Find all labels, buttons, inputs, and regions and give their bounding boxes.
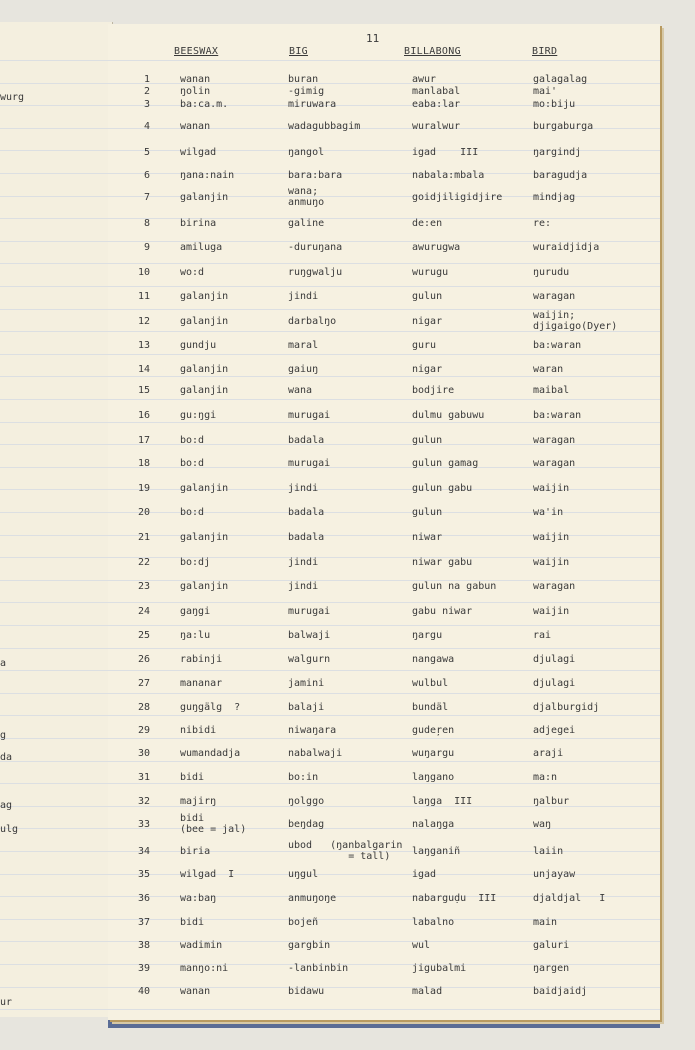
right-page	[108, 24, 660, 1020]
entry-number: 40	[137, 986, 150, 997]
entry-number: 25	[137, 630, 150, 641]
ruled-line	[0, 941, 112, 942]
billabong-cell: gulun na gabun	[412, 581, 497, 592]
ruled-line	[0, 783, 112, 784]
bird-cell: ŋalbur	[533, 796, 570, 807]
ruled-line	[0, 489, 112, 490]
ruled-line	[0, 964, 112, 965]
bird-cell: djulagi	[533, 678, 576, 689]
billabong-cell: de:en	[412, 218, 443, 229]
ruled-line	[108, 422, 660, 423]
billabong-cell: gulun	[412, 291, 443, 302]
beeswax-cell: mananar	[180, 678, 223, 689]
big-cell: ŋolggo	[288, 796, 325, 807]
billabong-cell: bundäl	[412, 702, 449, 713]
ruled-line	[0, 670, 112, 671]
big-cell: jindi	[288, 291, 319, 302]
bird-cell: mindjag	[533, 192, 576, 203]
big-cell: ruŋgwalju	[288, 267, 343, 278]
bird-cell: ŋargen	[533, 963, 570, 974]
bird-cell: ba:waran	[533, 410, 582, 421]
ruled-line	[108, 738, 660, 739]
header-billabong: BILLABONG	[404, 46, 461, 57]
beeswax-cell: wanan	[180, 986, 211, 997]
big-cell: badala	[288, 532, 325, 543]
billabong-cell: laŋgano	[412, 772, 455, 783]
left-page	[0, 22, 113, 1017]
beeswax-cell: amiluga	[180, 242, 223, 253]
big-cell: ubod (ŋanbalgarin = tall)	[288, 840, 403, 862]
entry-number: 31	[137, 772, 150, 783]
beeswax-cell: galanjin	[180, 483, 229, 494]
big-cell: galine	[288, 218, 325, 229]
entry-number: 11	[137, 291, 150, 302]
beeswax-cell: gaŋgi	[180, 606, 211, 617]
entry-number: 28	[137, 702, 150, 713]
beeswax-cell: wanan	[180, 121, 211, 132]
bird-cell: waijin	[533, 606, 570, 617]
big-cell: -duruŋana	[288, 242, 343, 253]
big-cell: wana; anmuŋo	[288, 186, 325, 208]
bird-cell: waijin	[533, 483, 570, 494]
ruled-line	[108, 670, 660, 671]
big-cell: murugai	[288, 458, 331, 469]
bird-cell: mo:biju	[533, 99, 576, 110]
entry-number: 26	[137, 654, 150, 665]
big-cell: bidawu	[288, 986, 325, 997]
left-page-text-fragment: ag	[0, 800, 13, 811]
ruled-line	[0, 715, 112, 716]
billabong-cell: laŋga III	[412, 796, 473, 807]
entry-number: 30	[137, 748, 150, 759]
beeswax-cell: bo:d	[180, 507, 205, 518]
big-cell: gaiuŋ	[288, 364, 319, 375]
bird-cell: djulagi	[533, 654, 576, 665]
beeswax-cell: bo:d	[180, 458, 205, 469]
bird-cell: baidjaidj	[533, 986, 588, 997]
big-cell: murugai	[288, 410, 331, 421]
bird-cell: waran	[533, 364, 564, 375]
billabong-cell: gulun gabu	[412, 483, 473, 494]
beeswax-cell: galanjin	[180, 581, 229, 592]
beeswax-cell: manŋo:ni	[180, 963, 229, 974]
entry-number: 27	[137, 678, 150, 689]
entry-number: 14	[137, 364, 150, 375]
big-cell: buran	[288, 74, 319, 85]
ruled-line	[108, 263, 660, 264]
bird-cell: ba:waran	[533, 340, 582, 351]
entry-number: 38	[137, 940, 150, 951]
billabong-cell: eaba:lar	[412, 99, 461, 110]
beeswax-cell: biria	[180, 846, 211, 857]
bird-cell: araji	[533, 748, 564, 759]
entry-number: 22	[137, 557, 150, 568]
beeswax-cell: galanjin	[180, 316, 229, 327]
ruled-line	[0, 83, 112, 84]
ruled-line	[0, 218, 112, 219]
entry-number: 12	[137, 316, 150, 327]
big-cell: nabalwaji	[288, 748, 343, 759]
ruled-line	[0, 987, 112, 988]
beeswax-cell: birina	[180, 218, 217, 229]
header-beeswax: BEESWAX	[174, 46, 219, 57]
ruled-line	[0, 806, 112, 807]
bird-cell: re:	[533, 218, 552, 229]
entry-number: 3	[143, 99, 150, 110]
entry-number: 8	[143, 218, 150, 229]
billabong-cell: awur	[412, 74, 437, 85]
ruled-line	[0, 535, 112, 536]
billabong-cell: niwar gabu	[412, 557, 473, 568]
beeswax-cell: wilgad I	[180, 869, 235, 880]
ruled-line	[0, 761, 112, 762]
entry-number: 36	[137, 893, 150, 904]
entry-number: 6	[143, 170, 150, 181]
beeswax-cell: wumandadja	[180, 748, 241, 759]
entry-number: 35	[137, 869, 150, 880]
beeswax-cell: bidi	[180, 917, 205, 928]
ruled-line	[0, 738, 112, 739]
entry-number: 39	[137, 963, 150, 974]
entry-number: 29	[137, 725, 150, 736]
bird-cell: wuraidjidja	[533, 242, 600, 253]
beeswax-cell: gu:ŋgi	[180, 410, 217, 421]
billabong-cell: nabarguḍu III	[412, 893, 497, 904]
entry-number: 33	[137, 819, 150, 830]
ruled-line	[0, 331, 112, 332]
ruled-line	[0, 422, 112, 423]
beeswax-cell: ŋa:lu	[180, 630, 211, 641]
billabong-cell: nalaŋga	[412, 819, 455, 830]
bird-cell: burgaburga	[533, 121, 594, 132]
beeswax-cell: gundju	[180, 340, 217, 351]
billabong-cell: ŋargu	[412, 630, 443, 641]
bird-cell: waragan	[533, 291, 576, 302]
beeswax-cell: ba:ca.m.	[180, 99, 229, 110]
big-cell: -gimig	[288, 86, 325, 97]
entry-number: 15	[137, 385, 150, 396]
ruled-line	[108, 625, 660, 626]
ruled-line	[0, 851, 112, 852]
ruled-line	[0, 354, 112, 355]
billabong-cell: goidjiligidjire	[412, 192, 503, 203]
ruled-line	[0, 286, 112, 287]
ruled-line	[0, 128, 112, 129]
big-cell: ŋangol	[288, 147, 325, 158]
billabong-cell: bodjire	[412, 385, 455, 396]
entry-number: 7	[143, 192, 150, 203]
big-cell: miruwara	[288, 99, 337, 110]
bird-cell: waragan	[533, 581, 576, 592]
billabong-cell: manlabal	[412, 86, 461, 97]
entry-number: 37	[137, 917, 150, 928]
billabong-cell: jigubalmi	[412, 963, 467, 974]
bird-cell: wa'in	[533, 507, 564, 518]
ruled-line	[0, 648, 112, 649]
beeswax-cell: majirŋ	[180, 796, 217, 807]
left-page-text-fragment: g	[0, 730, 7, 741]
entry-number: 24	[137, 606, 150, 617]
billabong-cell: labalno	[412, 917, 455, 928]
ruled-line	[0, 399, 112, 400]
ruled-line	[108, 602, 660, 603]
billabong-cell: niwar	[412, 532, 443, 543]
entry-number: 20	[137, 507, 150, 518]
bird-cell: laiin	[533, 846, 564, 857]
ruled-line	[108, 1009, 660, 1010]
big-cell: darbalŋo	[288, 316, 337, 327]
big-cell: murugai	[288, 606, 331, 617]
left-page-text-fragment: wurg	[0, 92, 25, 103]
bird-cell: unjayaw	[533, 869, 576, 880]
bird-cell: waragan	[533, 458, 576, 469]
ruled-line	[0, 896, 112, 897]
big-cell: wana	[288, 385, 313, 396]
big-cell: balaji	[288, 702, 325, 713]
beeswax-cell: galanjin	[180, 364, 229, 375]
bird-cell: maibal	[533, 385, 570, 396]
bird-cell: adjegei	[533, 725, 576, 736]
bird-cell: ŋargindj	[533, 147, 582, 158]
billabong-cell: igad III	[412, 147, 479, 158]
bird-cell: djalburgidj	[533, 702, 600, 713]
billabong-cell: nigar	[412, 364, 443, 375]
big-cell: badala	[288, 435, 325, 446]
beeswax-cell: bo:dj	[180, 557, 211, 568]
bird-cell: mai'	[533, 86, 558, 97]
beeswax-cell: bidi (bee = jal)	[180, 813, 247, 835]
billabong-cell: wurugu	[412, 267, 449, 278]
left-page-text-fragment: a	[0, 658, 7, 669]
ruled-line	[0, 874, 112, 875]
big-cell: walgurn	[288, 654, 331, 665]
entry-number: 16	[137, 410, 150, 421]
billabong-cell: malad	[412, 986, 443, 997]
big-cell: -lanbinbin	[288, 963, 349, 974]
entry-number: 34	[137, 846, 150, 857]
beeswax-cell: nibidi	[180, 725, 217, 736]
billabong-cell: wulbul	[412, 678, 449, 689]
entry-number: 21	[137, 532, 150, 543]
billabong-cell: wuralwur	[412, 121, 461, 132]
big-cell: balwaji	[288, 630, 331, 641]
billabong-cell: nangawa	[412, 654, 455, 665]
ruled-line	[0, 150, 112, 151]
entry-number: 17	[137, 435, 150, 446]
billabong-cell: nabala:mbala	[412, 170, 485, 181]
ruled-line	[0, 580, 112, 581]
big-cell: gargbin	[288, 940, 331, 951]
beeswax-cell: rabinji	[180, 654, 223, 665]
big-cell: jindi	[288, 483, 319, 494]
entry-number: 9	[143, 242, 150, 253]
big-cell: jindi	[288, 557, 319, 568]
entry-number: 10	[137, 267, 150, 278]
bird-cell: waŋ	[533, 819, 552, 830]
page-number: 11	[366, 32, 380, 45]
left-page-text-fragment: da	[0, 752, 13, 763]
entry-number: 2	[143, 86, 150, 97]
ruled-line	[0, 602, 112, 603]
beeswax-cell: wilgad	[180, 147, 217, 158]
ruled-line	[0, 376, 112, 377]
billabong-cell: gabu niwar	[412, 606, 473, 617]
beeswax-cell: guŋgälg ?	[180, 702, 241, 713]
beeswax-cell: bidi	[180, 772, 205, 783]
bird-cell: ma:n	[533, 772, 558, 783]
beeswax-cell: wanan	[180, 74, 211, 85]
ruled-line	[0, 1009, 112, 1010]
billabong-cell: guru	[412, 340, 437, 351]
billabong-cell: wuŋargu	[412, 748, 455, 759]
billabong-cell: wul	[412, 940, 431, 951]
beeswax-cell: ŋolin	[180, 86, 211, 97]
big-cell: bo:in	[288, 772, 319, 783]
ruled-line	[0, 173, 112, 174]
ruled-line	[108, 399, 660, 400]
beeswax-cell: bo:d	[180, 435, 205, 446]
entry-number: 19	[137, 483, 150, 494]
ruled-line	[0, 557, 112, 558]
bird-cell: waijin	[533, 532, 570, 543]
bird-cell: waragan	[533, 435, 576, 446]
beeswax-cell: galanjin	[180, 385, 229, 396]
beeswax-cell: wo:d	[180, 267, 205, 278]
ruled-line	[0, 693, 112, 694]
beeswax-cell: wa:baŋ	[180, 893, 217, 904]
big-cell: jindi	[288, 581, 319, 592]
billabong-cell: gulun gamag	[412, 458, 479, 469]
big-cell: badala	[288, 507, 325, 518]
ruled-line	[0, 105, 112, 106]
beeswax-cell: wadimin	[180, 940, 223, 951]
ruled-line	[108, 761, 660, 762]
ruled-line	[0, 263, 112, 264]
ruled-line	[108, 783, 660, 784]
beeswax-cell: galanjin	[180, 532, 229, 543]
ruled-line	[0, 467, 112, 468]
left-page-text-fragment: ur	[0, 997, 13, 1008]
ruled-line	[108, 286, 660, 287]
ruled-line	[0, 309, 112, 310]
big-cell: beŋdag	[288, 819, 325, 830]
entry-number: 5	[143, 147, 150, 158]
entry-number: 23	[137, 581, 150, 592]
big-cell: wadagubbagim	[288, 121, 361, 132]
big-cell: anmuŋoŋe	[288, 893, 337, 904]
ruled-line	[108, 60, 660, 61]
bird-cell: djaldjal I	[533, 893, 606, 904]
billabong-cell: dulmu gabuwu	[412, 410, 485, 421]
ruled-line	[0, 919, 112, 920]
header-bird: BIRD	[532, 46, 558, 57]
ruled-line	[0, 60, 112, 61]
entry-number: 32	[137, 796, 150, 807]
ruled-line	[108, 693, 660, 694]
bird-cell: ŋurudu	[533, 267, 570, 278]
beeswax-cell: ŋana:nain	[180, 170, 235, 181]
billabong-cell: igad	[412, 869, 437, 880]
entry-number: 1	[143, 74, 150, 85]
big-cell: jamini	[288, 678, 325, 689]
beeswax-cell: galanjin	[180, 291, 229, 302]
ruled-line	[0, 625, 112, 626]
billabong-cell: gulun	[412, 435, 443, 446]
ruled-line	[0, 512, 112, 513]
entry-number: 4	[143, 121, 150, 132]
beeswax-cell: galanjin	[180, 192, 229, 203]
billabong-cell: laŋganiñ	[412, 846, 461, 857]
bird-cell: galuri	[533, 940, 570, 951]
billabong-cell: nigar	[412, 316, 443, 327]
ruled-line	[108, 715, 660, 716]
bird-cell: galagalag	[533, 74, 588, 85]
billabong-cell: gulun	[412, 507, 443, 518]
big-cell: bara:bara	[288, 170, 343, 181]
ruled-line	[108, 354, 660, 355]
entry-number: 18	[137, 458, 150, 469]
header-big: BIG	[289, 46, 308, 57]
ruled-line	[0, 241, 112, 242]
billabong-cell: awurugwa	[412, 242, 461, 253]
ruled-line	[108, 376, 660, 377]
bird-cell: waijin; djigaigo(Dyer)	[533, 310, 618, 332]
big-cell: maral	[288, 340, 319, 351]
ruled-line	[0, 444, 112, 445]
billabong-cell: gudeŗen	[412, 725, 455, 736]
big-cell: niwaŋara	[288, 725, 337, 736]
bird-cell: waijin	[533, 557, 570, 568]
ruled-line	[108, 648, 660, 649]
big-cell: bojeñ	[288, 917, 319, 928]
bird-cell: main	[533, 917, 558, 928]
bird-cell: baragudja	[533, 170, 588, 181]
entry-number: 13	[137, 340, 150, 351]
big-cell: uŋgul	[288, 869, 319, 880]
ruled-line	[0, 196, 112, 197]
bird-cell: rai	[533, 630, 552, 641]
left-page-text-fragment: ulg	[0, 824, 19, 835]
